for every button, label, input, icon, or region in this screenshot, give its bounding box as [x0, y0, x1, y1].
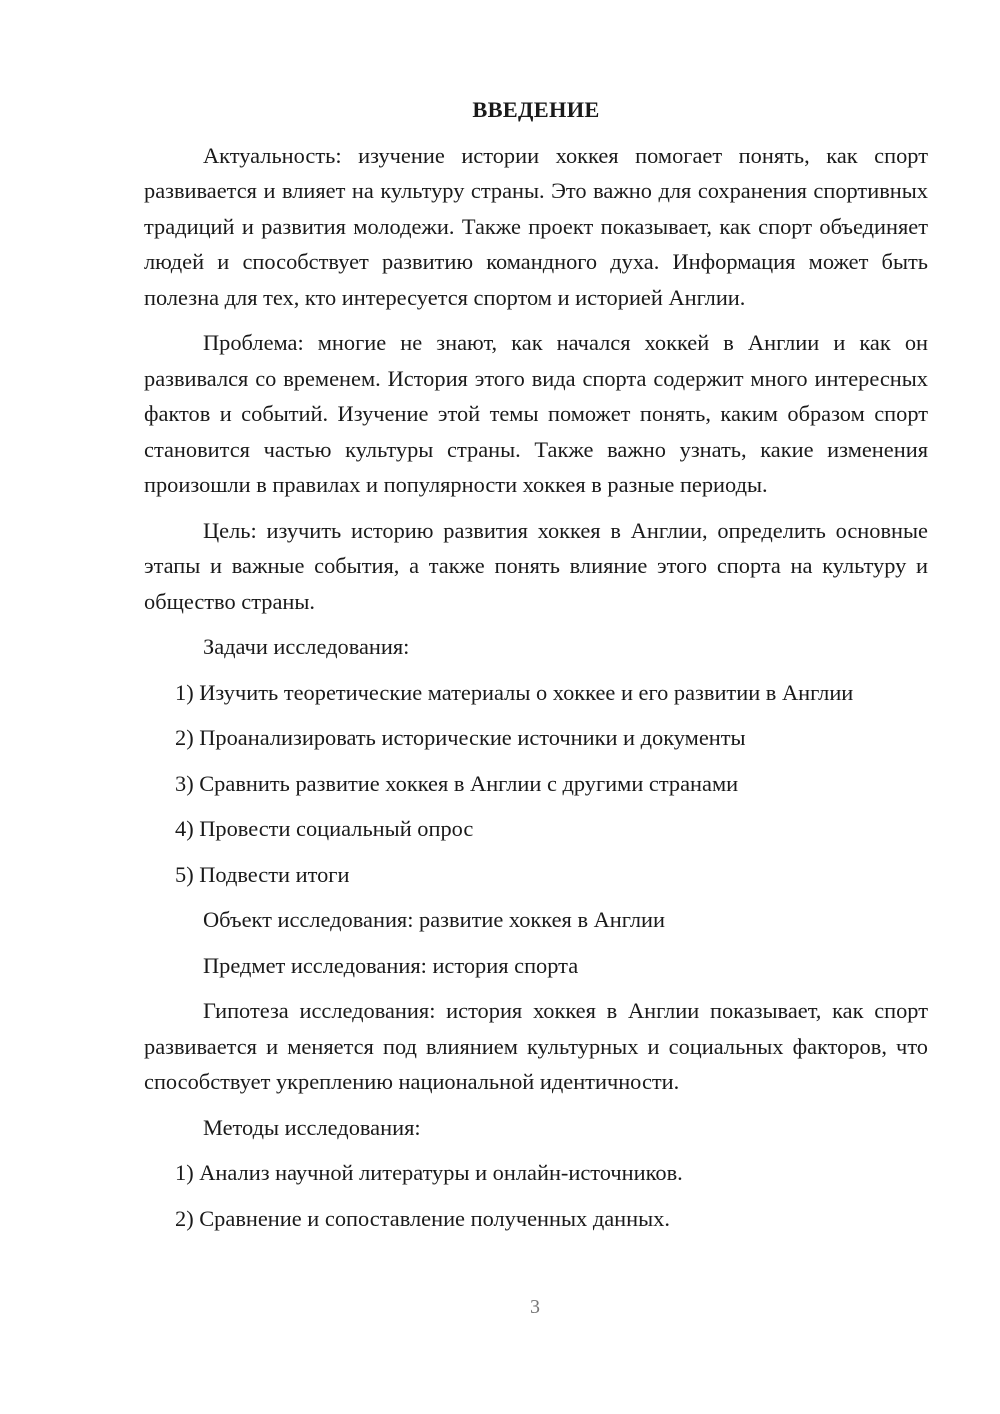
page-number: 3	[530, 1296, 540, 1318]
document-page	[144, 92, 928, 1246]
tasks-heading: Задачи исследования:	[203, 634, 410, 659]
problem-paragraph: Проблема: многие не знают, как начался хоккей в Англии и как он развивался со временем. История этого вида спорта содержит много интересных фактов и событий. Изучение этой темы поможет понять, каким образом спорт становится частью культуры страны. Также важно узнать, какие изменения произошли в правилах и популярности хоккея в разные периоды.	[144, 330, 928, 497]
list-item: 4) Провести социальный опрос	[175, 816, 474, 841]
tasks-list	[144, 675, 928, 893]
subject-line: Предмет исследования: история спорта	[203, 952, 579, 978]
list-item: 2) Сравнение и сопоставление полученных данных.	[175, 1205, 670, 1231]
object-line: Объект исследования: развитие хоккея в Англии	[203, 907, 665, 932]
relevance-paragraph: Актуальность: изучение истории хоккея помогает понять, как спорт развивается и влияет на культуру страны. Это важно для сохранения спортивных традиций и развития молодежи. Также проект показывает, как спорт объединяет людей и способствует развитию командного духа. Информация может быть полезна для тех, кто интересуется спортом и историей Англии.	[144, 142, 928, 310]
goal-paragraph: Цель: изучить историю развития хоккея в Англии, определить основные этапы и важные события, а также понять влияние этого спорта на культуру и общество страны.	[144, 517, 928, 614]
hypothesis-paragraph: Гипотеза исследования: история хоккея в Англии показывает, как спорт развивается и меняется под влиянием культурных и социальных факторов, что способствует укреплению национальной идентичности.	[144, 998, 928, 1094]
page-title: ВВЕДЕНИЕ	[472, 97, 600, 122]
list-item: 3) Сравнить развитие хоккея в Англии с другими странами	[175, 770, 739, 796]
methods-heading: Методы исследования:	[203, 1114, 421, 1140]
list-item: 1) Изучить теоретические материалы о хоккее и его развитии в Англии	[175, 679, 854, 705]
list-item: 1) Анализ научной литературы и онлайн-источников.	[175, 1160, 683, 1185]
list-item: 2) Проанализировать исторические источники и документы	[175, 725, 746, 750]
list-item: 5) Подвести итоги	[175, 861, 350, 887]
methods-list	[144, 1155, 928, 1236]
